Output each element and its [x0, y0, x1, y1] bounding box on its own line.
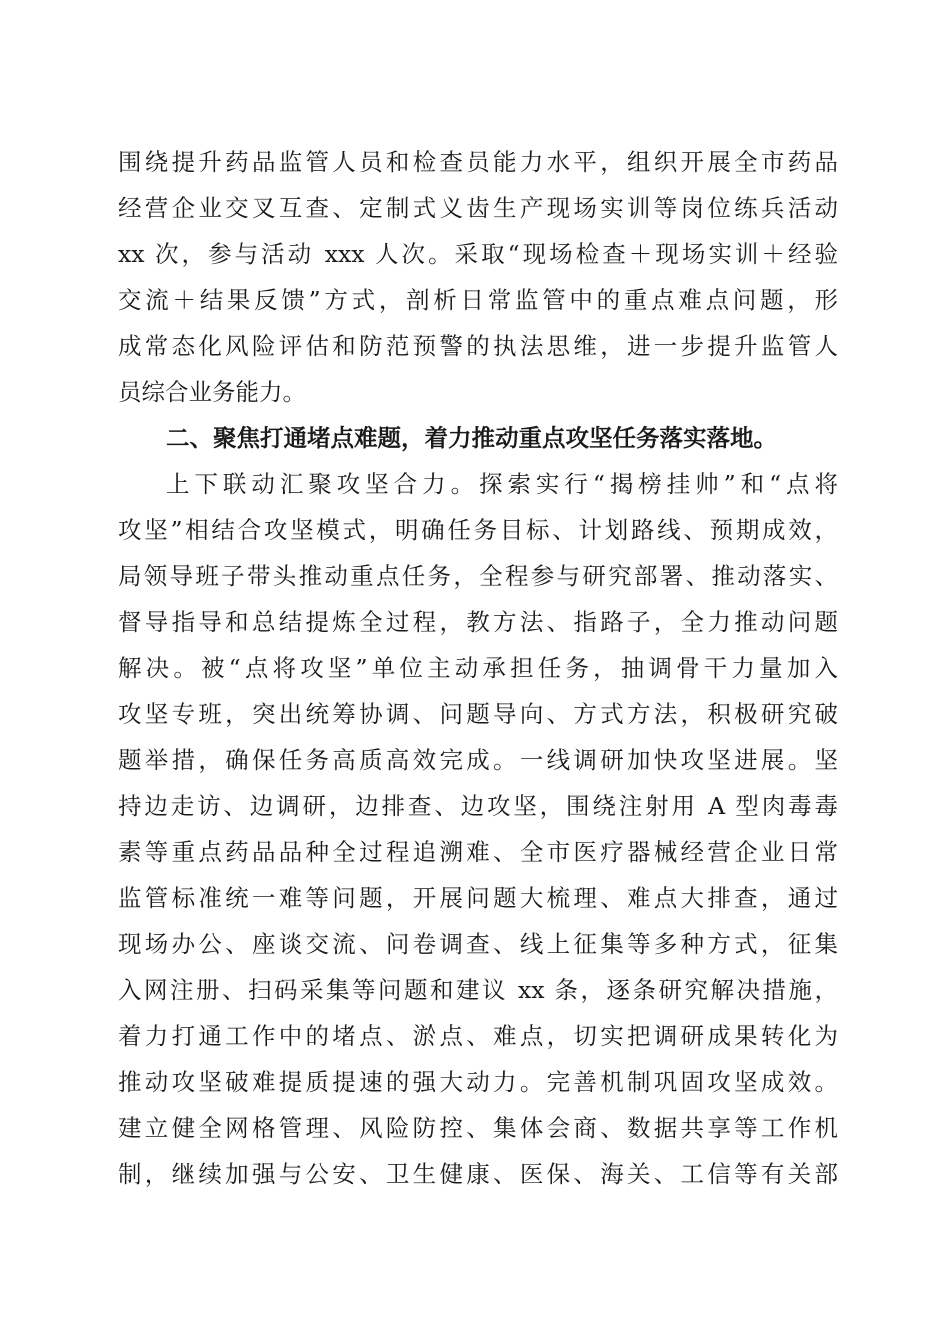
paragraph-line: 入网注册、扫码采集等问题和建议 xx 条，逐条研究解决措施，: [118, 976, 838, 1004]
paragraph-line: 持边走访、边调研，边排查、边攻坚，围绕注射用 A 型肉毒毒: [118, 792, 838, 820]
paragraph-line: 现场办公、座谈交流、问卷调查、线上征集等多种方式，征集: [118, 930, 838, 958]
paragraph-line: 督导指导和总结提炼全过程，教方法、指路子，全力推动问题: [118, 608, 838, 636]
paragraph-line: 监管标准统一难等问题，开展问题大梳理、难点大排查，通过: [118, 884, 838, 912]
paragraph-line: 局领导班子带头推动重点任务，全程参与研究部署、推动落实、: [118, 562, 838, 590]
section-heading: 二、聚焦打通堵点难题，着力推动重点攻坚任务落实落地。: [166, 424, 777, 452]
paragraph-line: 攻坚专班，突出统筹协调、问题导向、方式方法，积极研究破: [118, 700, 838, 728]
paragraph-line: 成常态化风险评估和防范预警的执法思维，进一步提升监管人: [118, 332, 838, 360]
paragraph-line: 建立健全网格管理、风险防控、集体会商、数据共享等工作机: [118, 1114, 838, 1142]
paragraph-line: 着力打通工作中的堵点、淤点、难点，切实把调研成果转化为: [118, 1022, 838, 1050]
paragraph-line: 解决。被“点将攻坚”单位主动承担任务，抽调骨干力量加入: [118, 654, 838, 682]
paragraph-line: 推动攻坚破难提质提速的强大动力。完善机制巩固攻坚成效。: [118, 1068, 838, 1096]
paragraph-line: 围绕提升药品监管人员和检查员能力水平，组织开展全市药品: [118, 148, 838, 176]
paragraph-line: xx 次，参与活动 xxx 人次。采取“现场检查＋现场实训＋经验: [118, 240, 838, 268]
paragraph-line: 经营企业交叉互查、定制式义齿生产现场实训等岗位练兵活动: [118, 194, 838, 222]
paragraph-line: 题举措，确保任务高质高效完成。一线调研加快攻坚进展。坚: [118, 746, 838, 774]
paragraph-line: 上下联动汇聚攻坚合力。探索实行“揭榜挂帅”和“点将: [166, 470, 838, 498]
paragraph-line: 交流＋结果反馈”方式，剖析日常监管中的重点难点问题，形: [118, 286, 838, 314]
paragraph-line: 员综合业务能力。: [118, 378, 306, 406]
paragraph-line: 制，继续加强与公安、卫生健康、医保、海关、工信等有关部: [118, 1160, 838, 1188]
paragraph-line: 素等重点药品品种全过程追溯难、全市医疗器械经营企业日常: [118, 838, 838, 866]
paragraph-line: 攻坚”相结合攻坚模式，明确任务目标、计划路线、预期成效，: [118, 516, 838, 544]
